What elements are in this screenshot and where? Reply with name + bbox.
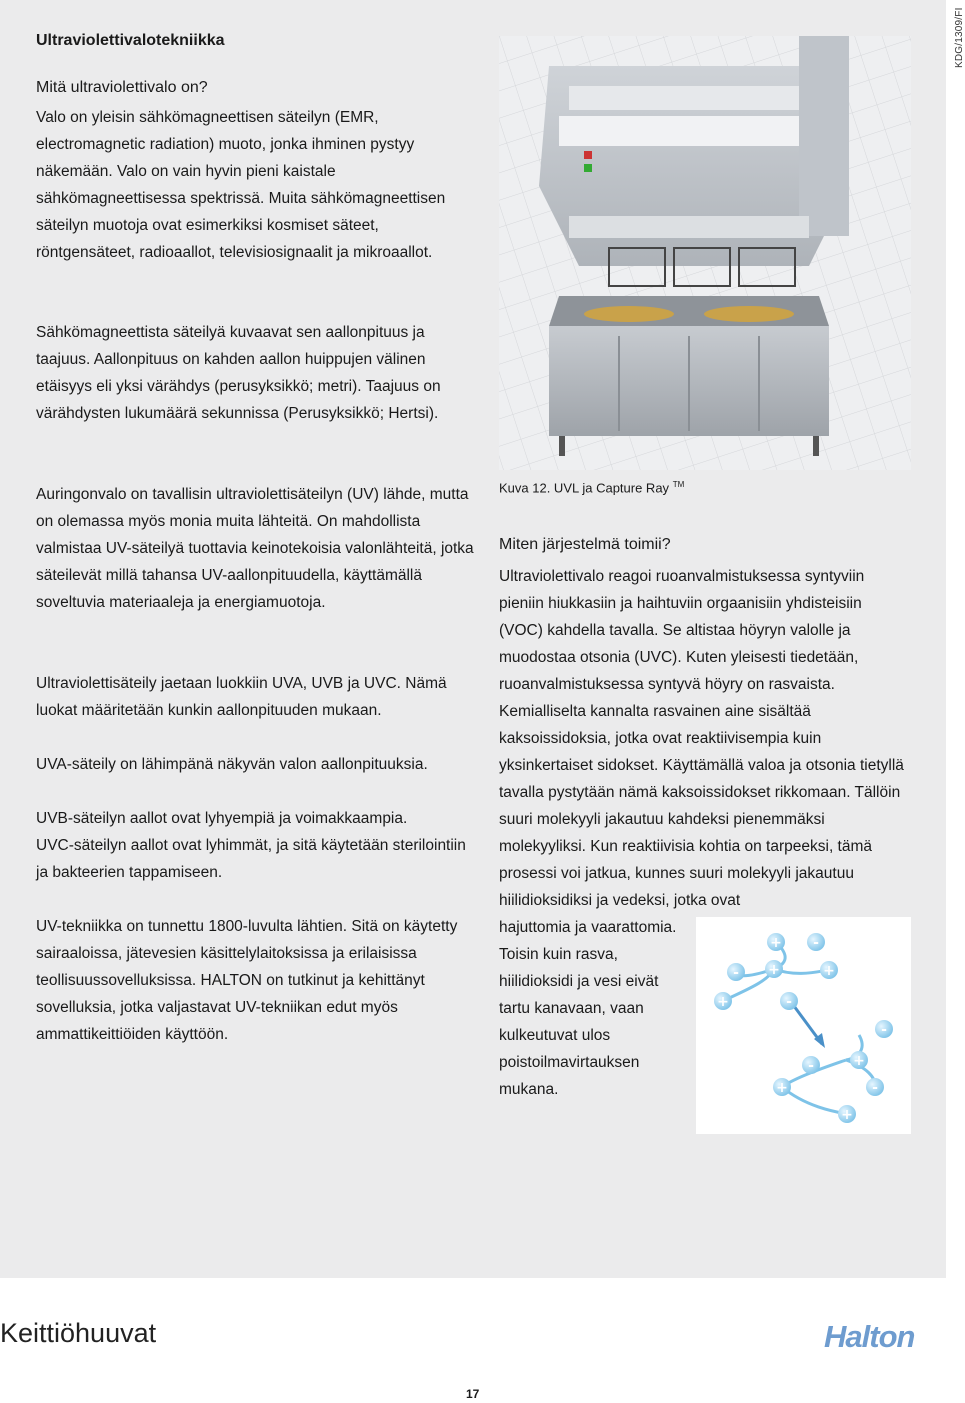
svg-text:+: +	[841, 1107, 853, 1123]
svg-text:-: -	[786, 994, 792, 1010]
svg-text:+: +	[853, 1053, 865, 1069]
trademark-sup: TM	[672, 480, 685, 489]
paragraph-uva: UVA-säteily on lähimpänä näkyvän valon aallonpituuksia.	[36, 756, 428, 773]
text-line: poistoilmavirtauksen	[499, 1054, 640, 1071]
svg-text:+: +	[768, 962, 780, 978]
svg-text:-: -	[881, 1022, 887, 1038]
section-heading-what-is-uv: Mitä ultraviolettivalo on?	[36, 79, 208, 96]
halton-logo	[822, 1320, 947, 1352]
svg-text:+: +	[717, 994, 729, 1010]
figure-caption: Kuva 12. UVL ja Capture Ray ™	[499, 480, 685, 496]
page-title: Ultraviolettivalotekniikka	[36, 32, 225, 49]
paragraph-uvb: UVB-säteilyn aallot ovat lyhyempiä ja voimakkaampia.	[36, 810, 408, 827]
svg-text:+: +	[770, 935, 782, 951]
svg-text:-: -	[733, 965, 739, 981]
text-line: hajuttomia ja vaarattomia.	[499, 919, 677, 936]
paragraph-sunlight: Auringonvalo on tavallisin ultraviolettisäteilyn (UV) lähde, mutta on olemassa myös monia muita lähteitä. On mahdollista valmistaa UV-säteilyä tuottavia keinotekoisia valonlähteitä, jotka säteilevät millä tahansa UV-aallonpituudella, käyttämällä soveltuvia materiaaleja ja energiamuotoja.	[36, 486, 474, 611]
footer-title: Keittiöhuuvat	[0, 1318, 157, 1348]
paragraph-uv-classes: Ultraviolettisäteily jaetaan luokkiin UVA, UVB ja UVC. Nämä luokat määritetään kunkin aallonpituuden mukaan.	[36, 675, 447, 719]
paragraph-continuation	[499, 914, 694, 1103]
kitchen-hood-photo	[499, 36, 911, 470]
text-line: kulkeutuvat ulos	[499, 1027, 611, 1044]
svg-text:Halton: Halton	[824, 1319, 915, 1354]
text-line: mukana.	[499, 1081, 559, 1098]
text-line: Toisin kuin rasva,	[499, 946, 618, 963]
svg-text:-: -	[813, 935, 819, 951]
svg-text:+: +	[776, 1080, 788, 1096]
document-code: KDG/1309/FI	[954, 7, 965, 68]
halton-logo-mark	[822, 1320, 947, 1352]
paragraph-how-it-works: Ultraviolettivalo reagoi ruoanvalmistuksessa syntyviin pieniin hiukkasiin ja haihtuviin orgaanisiin yhdisteisiin (VOC) kahdella tavalla. Se altistaa höyryn valolle ja muodostaa otsonia (UVC). Kuten yleisesti tiedetään, ruoanvalmistuksessa syntyvä höyry on rasvaista. Kemialliselta kannalta rasvainen aine sisältää kaksoissidoksia, jotka ovat reaktiivisempia kuin yksinkertaiset sidokset. Käyttämällä valoa ja otsonia tietyllä tavalla pystytään nämä kaksoissidokset rikkomaan. Tällöin suuri molekyyli jakautuu kahdeksi pienemmäksi molekyyliksi. Kun reaktiivisia kohtia on tarpeeksi, tämä prosessi voi jatkua, kunnes suuri molekyyli jakautuu hiilidioksidiksi ja vedeksi, jotka ovat	[499, 568, 904, 909]
paragraph-uv-history: UV-tekniikka on tunnettu 1800-luvulta lähtien. Sitä on käytetty sairaaloissa, jätevesien käsittelylaitoksissa ja erilaisissa teollisuussovelluksissa. HALTON on tutkinut ja kehittänyt sovelluksia, jotka valjastavat UV-tekniikan edut myös ammattikeittiöiden käyttöön.	[36, 918, 458, 1043]
svg-text:-: -	[808, 1058, 814, 1074]
text-line: tartu kanavaan, vaan	[499, 1000, 644, 1017]
paragraph-wavelength: Sähkömagneettista säteilyä kuvaavat sen aallonpituus ja taajuus. Aallonpituus on kahden aallon huippujen välinen etäisyys eli yksi värähdys (perusyksikkö; metri). Taajuus on värähdysten lukumäärä sekunnissa (Perusyksikkö; Hertsi).	[36, 324, 441, 422]
molecule-diagram	[696, 917, 911, 1134]
page-number: 17	[466, 1387, 480, 1401]
text-line: hiilidioksidi ja vesi eivät	[499, 973, 659, 990]
section-heading-how-it-works: Miten järjestelmä toimii?	[499, 536, 671, 553]
svg-text:+: +	[823, 963, 835, 979]
svg-text:-: -	[872, 1080, 878, 1096]
paragraph-uvc: UVC-säteilyn aallot ovat lyhimmät, ja sitä käytetään sterilointiin ja bakteerien tappamiseen.	[36, 837, 466, 881]
paragraph-emr-intro: Valo on yleisin sähkömagneettisen säteilyn (EMR, electromagnetic radiation) muoto, jonka ihminen pystyy näkemään. Valo on vain hyvin pieni kaistale sähkömagneettisessa spektrissä. Muita sähkömagneettisen säteilyn muotoja ovat esimerkiksi kosmiset säteet, röntgensäteet, radioaallot, televisiosignaalit ja mikroaallot.	[36, 109, 446, 261]
molecule-diagram-svg	[696, 917, 911, 1134]
